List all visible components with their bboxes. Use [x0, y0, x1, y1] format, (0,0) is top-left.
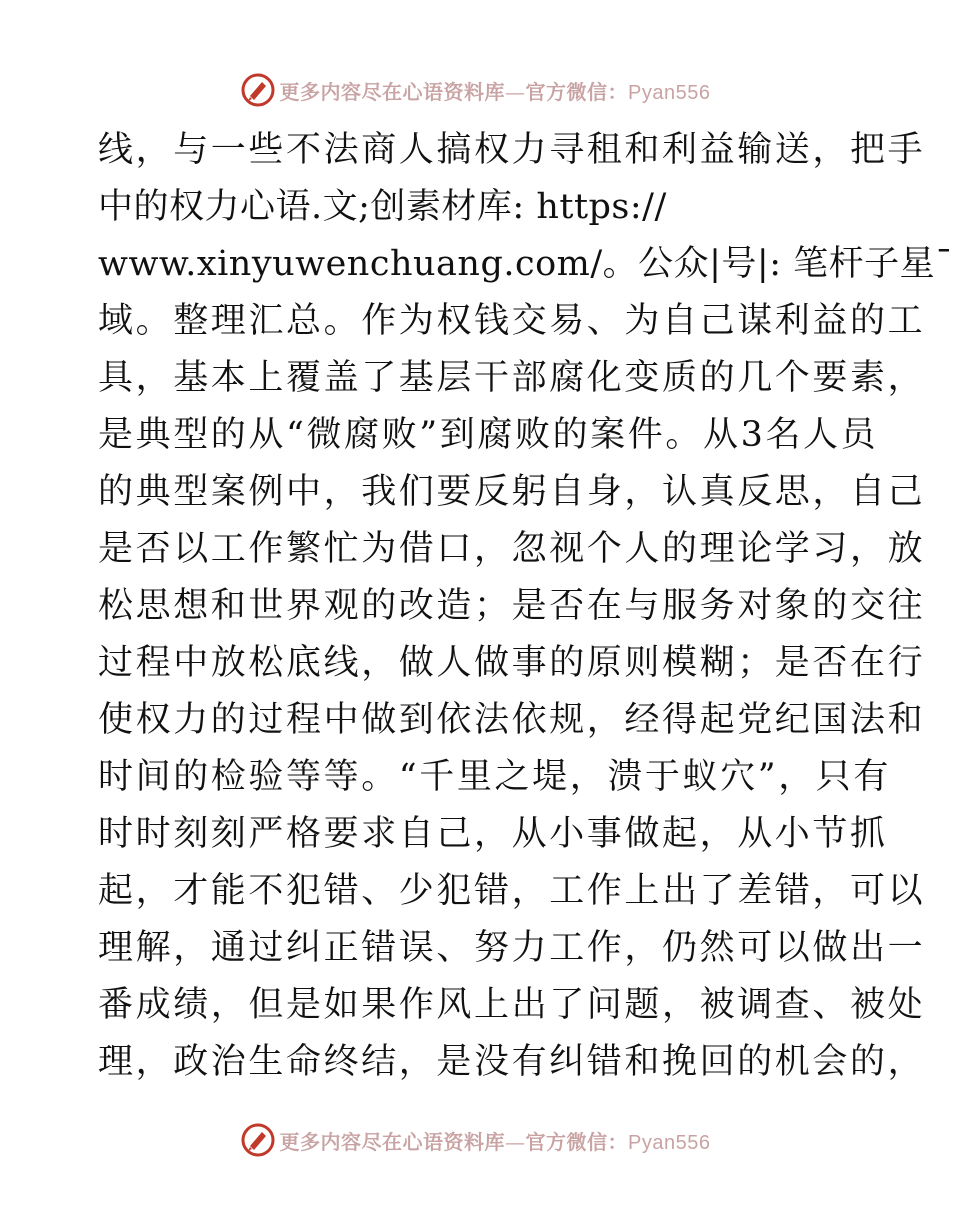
body-line: 时时刻刻严格要求自己，从小事做起，从小节抓	[98, 814, 888, 854]
body-line: 线，与一些不法商人搞权力寻租和利益输送，把手	[98, 130, 926, 170]
footer-banner-text	[280, 1126, 711, 1155]
footer-wechat-label: 官方微信：	[525, 1129, 629, 1154]
body-line: 理解，通过纠正错误、努力工作，仍然可以做出一	[98, 928, 926, 968]
body-line: 番成绩，但是如果作风上出了问题，被调查、被处	[98, 985, 926, 1025]
footer-banner-separator: —	[505, 1129, 526, 1154]
footer-banner-title: 更多内容尽在心语资料库	[279, 1129, 506, 1154]
header-wechat-id: Pyan556	[628, 81, 711, 104]
body-line: 松思想和世界观的改造；是否在与服务对象的交往	[98, 586, 926, 626]
body-line: 理，政治生命终结，是没有纠错和挽回的机会的，	[98, 1042, 926, 1082]
body-line: 的典型案例中，我们要反躬自身，认真反思，自己	[98, 472, 926, 512]
header-banner-text	[280, 76, 711, 105]
header-wechat-label: 官方微信：	[525, 79, 629, 104]
body-line: www.xinyuwenchuang.com/。公众|号|: 笔杆子星¯	[98, 244, 953, 284]
header-banner	[0, 70, 950, 110]
body-line: 是否以工作繁忙为借口，忽视个人的理论学习，放	[98, 529, 926, 569]
body-line: 中的权力心语.文;创素材库: https://	[98, 187, 667, 227]
body-line: 过程中放松底线，做人做事的原则模糊；是否在行	[98, 643, 926, 683]
body-line: 时间的检验等等。“千里之堤，溃于蚁穴”，只有	[98, 757, 891, 797]
body-line: 是典型的从“微腐败”到腐败的案件。从3名人员	[98, 415, 879, 455]
footer-wechat-id: Pyan556	[628, 1131, 711, 1154]
document-body	[98, 122, 953, 1091]
body-line: 使权力的过程中做到依法依规，经得起党纪国法和	[98, 700, 926, 740]
footer-banner	[0, 1120, 950, 1160]
body-line: 域。整理汇总。作为权钱交易、为自己谋利益的工	[98, 301, 926, 341]
header-banner-separator: —	[505, 79, 526, 104]
brand-logo-icon	[240, 72, 276, 108]
body-line: 起，才能不犯错、少犯错，工作上出了差错，可以	[98, 871, 926, 911]
body-line: 具，基本上覆盖了基层干部腐化变质的几个要素，	[98, 358, 926, 398]
brand-logo-icon	[240, 1122, 276, 1158]
header-banner-title: 更多内容尽在心语资料库	[279, 79, 506, 104]
